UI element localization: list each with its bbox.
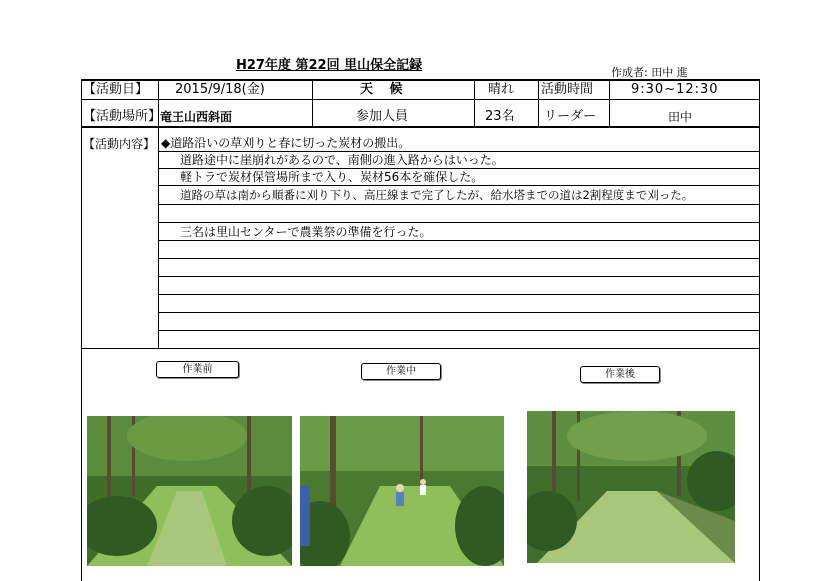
content-line: 三名は里山センターで農業祭の準備を行った。 (180, 225, 432, 239)
content-rule (159, 276, 760, 277)
content-rule (159, 240, 760, 241)
page-title: H27年度 第22回 里山保全記録 (236, 58, 423, 73)
content-line: 軽トラで炭材保管場所まで入り、炭材56本を確保した。 (180, 170, 484, 184)
content-rule (81, 348, 760, 349)
content-rule (159, 330, 760, 331)
row-divider (81, 99, 760, 100)
people-value: 23名 (485, 109, 515, 124)
leader-value: 田中 (668, 110, 693, 124)
col-divider (474, 80, 475, 127)
time-label: 活動時間 (541, 82, 594, 97)
content-rule (159, 312, 760, 313)
time-value: 9:30~12:30 (631, 82, 719, 97)
content-rule (159, 258, 760, 259)
row-divider (81, 126, 760, 128)
content-rule (159, 294, 760, 295)
weather-value: 晴れ (488, 82, 515, 97)
content-rule (159, 222, 760, 223)
content-rule (159, 185, 760, 186)
col-divider (609, 80, 610, 127)
during-work-photo (300, 416, 504, 566)
after-work-photo (527, 411, 735, 563)
content-line: ◆道路沿いの草刈りと春に切った炭材の搬出。 (161, 136, 411, 150)
col-divider (538, 80, 539, 127)
during-work-label: 作業中 (361, 363, 441, 380)
leader-label: リーダー (544, 109, 597, 124)
content-line: 道路の草は南から順番に刈り下り、高圧線まで完了したが、給水塔までの道は2割程度まで刈った。 (180, 188, 694, 202)
content-rule (159, 151, 760, 152)
place-label: 【活動場所】 (83, 109, 162, 124)
author-label: 作成者: 田中 進 (611, 66, 688, 79)
weather-label: 天 候 (360, 82, 409, 97)
place-value: 竜王山西斜面 (160, 110, 233, 124)
content-rule (159, 168, 760, 169)
col-divider (312, 80, 313, 127)
date-value: 2015/9/18(金) (175, 82, 265, 97)
date-label: 【活動日】 (83, 82, 149, 97)
content-label: 【活動内容】 (83, 137, 156, 151)
content-rule (159, 204, 760, 205)
content-line: 道路途中に崖崩れがあるので、南側の進入路からはいった。 (180, 153, 504, 167)
people-label: 参加人員 (356, 109, 409, 124)
after-work-label: 作業後 (580, 366, 660, 383)
before-work-label: 作業前 (156, 361, 239, 378)
before-work-photo (87, 416, 292, 566)
